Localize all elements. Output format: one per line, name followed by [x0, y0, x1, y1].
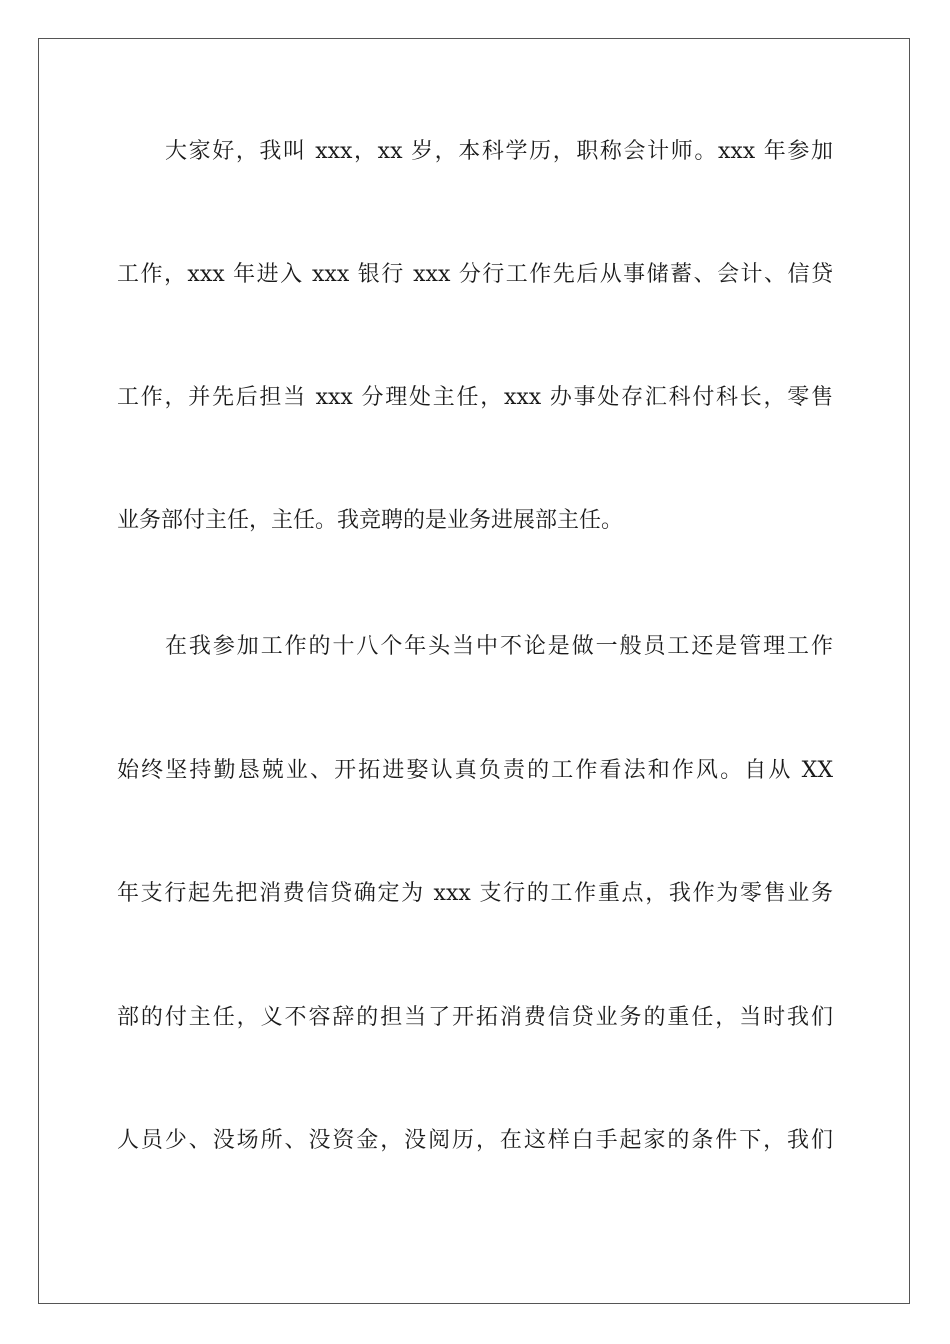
paragraph-2-line-3: 年支行起先把消费信贷确定为 xxx 支行的工作重点，我作为零售业务	[117, 881, 833, 906]
paragraph-2-line-2: 始终坚持勤恳兢业、开拓进娶认真负责的工作看法和作风。自从 XX	[117, 758, 833, 783]
paragraph-2-line-1: 在我参加工作的十八个年头当中不论是做一般员工还是管理工作	[165, 634, 833, 659]
paragraph-2-line-5: 人员少、没场所、没资金，没阅历，在这样白手起家的条件下，我们	[117, 1128, 833, 1153]
paragraph-1-line-1: 大家好，我叫 xxx，xx 岁，本科学历，职称会计师。xxx 年参加	[165, 139, 833, 164]
paragraph-1-line-4: 业务部付主任，主任。我竞聘的是业务进展部主任。	[117, 508, 624, 533]
paragraph-1-line-3: 工作，并先后担当 xxx 分理处主任，xxx 办事处存汇科付科长，零售	[117, 385, 833, 410]
page-border	[38, 38, 910, 1304]
paragraph-2-line-4: 部的付主任，义不容辞的担当了开拓消费信贷业务的重任，当时我们	[117, 1005, 833, 1030]
paragraph-1-line-2: 工作，xxx 年进入 xxx 银行 xxx 分行工作先后从事储蓄、会计、信贷	[117, 262, 833, 287]
